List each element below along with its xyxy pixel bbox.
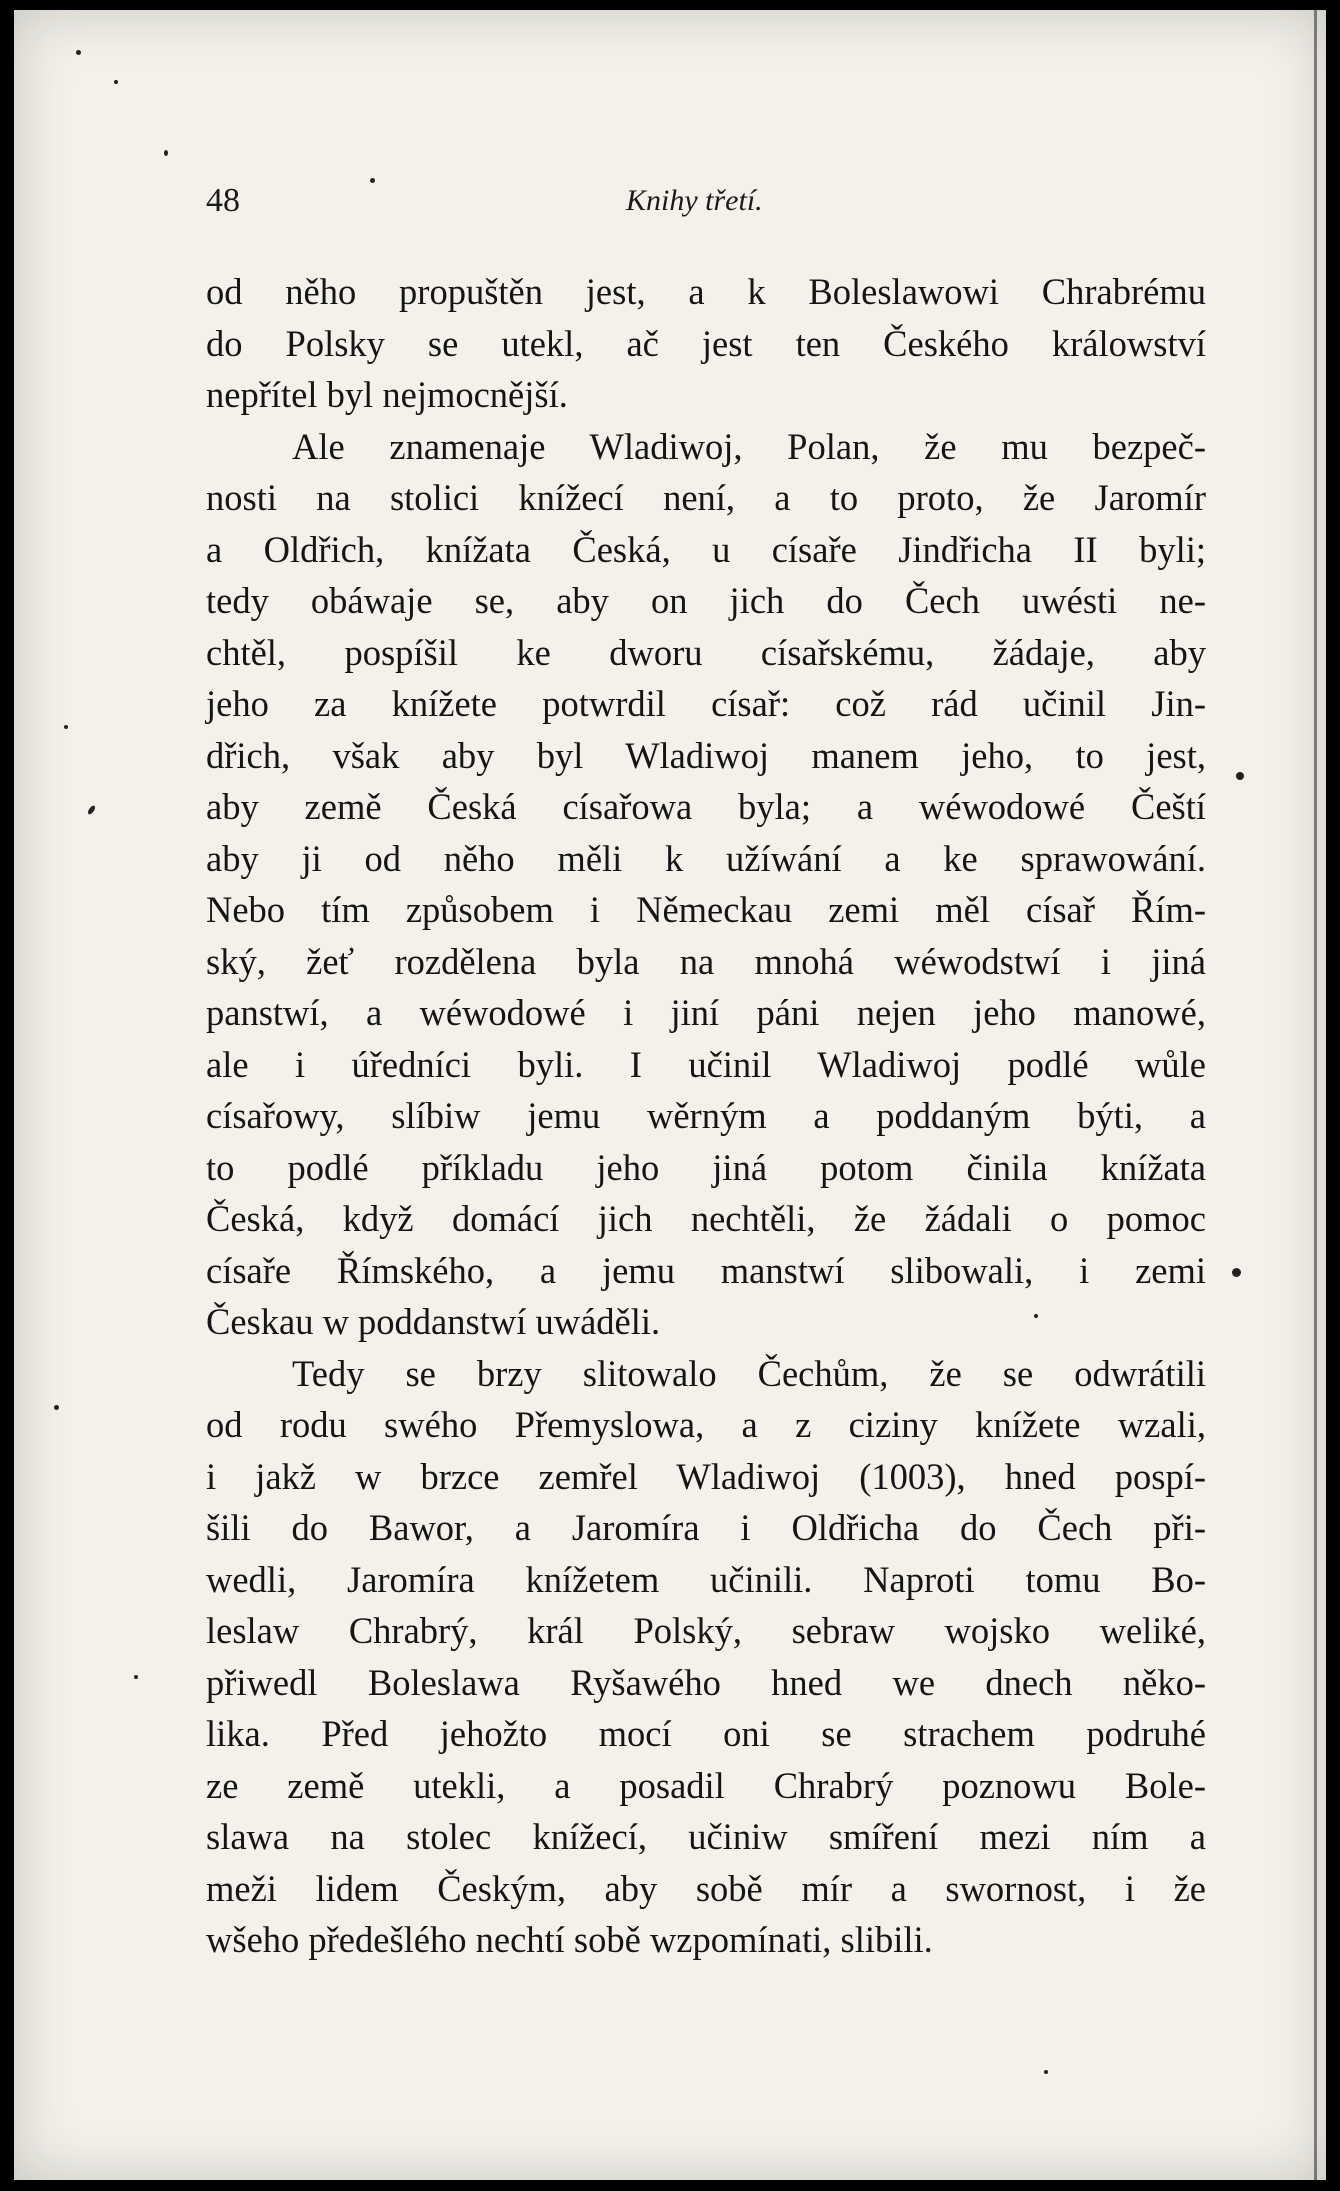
running-head: Knihy třetí.: [626, 184, 763, 217]
text-line: Česká, když domácí jich nechtěli, že žádali o pomoc: [206, 1198, 1206, 1239]
scan-speck: [114, 80, 118, 84]
text-line: nosti na stolici knížecí není, a to proto, že Jaromír: [206, 477, 1206, 518]
text-line: wedli, Jaromíra knížetem učinili. Naproti tomu Bo-: [206, 1558, 1206, 1600]
page-header: [206, 182, 1206, 232]
text-line: Českau w poddanstwí uwáděli.: [206, 1301, 661, 1342]
text-line: od něho propuštěn jest, a k Boleslawowi Chrabrému: [206, 271, 1206, 312]
scan-speck: [134, 1675, 138, 1679]
text-line: nepřítel byl nejmocnější.: [206, 374, 568, 415]
scan-speck: [87, 804, 97, 815]
text-line: císaře Římského, a jemu manstwí slibowali, i zemi: [206, 1249, 1206, 1291]
scan-speck: [1044, 2070, 1048, 2074]
text-line: i jakž w brzce zemřel Wladiwoj (1003), hned pospí-: [206, 1455, 1206, 1497]
scan-speck: [370, 178, 375, 183]
text-line: chtěl, pospíšil ke dworu císařskému, žádaje, aby: [206, 631, 1206, 673]
scan-speck: [1236, 772, 1244, 780]
scan-speck: [54, 1405, 59, 1410]
text-line: aby ji od něho měli k užíwání a ke sprawowání.: [206, 837, 1206, 879]
text-line: šili do Bawor, a Jaromíra i Oldřicha do Čech při-: [206, 1507, 1206, 1548]
book-page: [14, 10, 1326, 2180]
text-line: přiwedl Boleslawa Ryšawého hned we dnech něko-: [206, 1661, 1206, 1703]
text-line: leslaw Chrabrý, král Polský, sebraw wojsko weliké,: [206, 1610, 1206, 1651]
text-line: Ale znamenaje Wladiwoj, Polan, že mu bezpeč-: [292, 425, 1206, 467]
scan-speck: [1232, 1268, 1241, 1277]
text-line: ský, žeť rozdělena byla na mnohá wéwodstwí i jiná: [206, 940, 1206, 982]
scan-edge-mark: [1314, 10, 1317, 2180]
text-line: slawa na stolec knížecí, učiniw smíření mezi ním a: [206, 1816, 1206, 1857]
text-line: jeho za knížete potwrdil císař: což rád učinil Jin-: [206, 683, 1206, 724]
scan-speck: [164, 150, 168, 156]
text-line: meži lidem Českým, aby sobě mír a swornost, i že: [206, 1867, 1206, 1909]
text-line: Nebo tím způsobem i Německau zemi měl císař Řím-: [206, 889, 1206, 930]
body-text: [206, 266, 1206, 1966]
scan-speck: [1034, 1314, 1038, 1318]
text-line: Tedy se brzy slitowalo Čechům, že se odwrátili: [292, 1352, 1206, 1394]
text-line: panstwí, a wéwodowé i jiní páni nejen jeho manowé,: [206, 992, 1206, 1033]
text-line: císařowy, slíbiw jemu wěrným a poddaným býti, a: [206, 1095, 1206, 1136]
text-line: wšeho předešlého nechtí sobě wzpomínati, slibili.: [206, 1919, 933, 1960]
text-line: lika. Před jehožto mocí oni se strachem podruhé: [206, 1713, 1206, 1754]
text-line: aby země Česká císařowa byla; a wéwodowé Čeští: [206, 786, 1206, 827]
text-line: dřich, však aby byl Wladiwoj manem jeho, to jest,: [206, 734, 1206, 776]
page-number: 48: [206, 182, 240, 219]
text-line: tedy obáwaje se, aby on jich do Čech uwésti ne-: [206, 580, 1206, 621]
text-line: a Oldřich, knížata Česká, u císaře Jindřicha II byli;: [206, 528, 1206, 570]
text-line: od rodu swého Přemyslowa, a z ciziny knížete wzali,: [206, 1404, 1206, 1445]
scan-speck: [64, 725, 68, 729]
text-line: ale i úředníci byli. I učinil Wladiwoj podlé wůle: [206, 1043, 1206, 1085]
text-line: ze země utekli, a posadil Chrabrý poznowu Bole-: [206, 1764, 1206, 1806]
text-line: do Polsky se utekl, ač jest ten Českého králowství: [206, 322, 1206, 364]
scan-speck: [76, 50, 81, 55]
text-line: to podlé příkladu jeho jiná potom činila knížata: [206, 1146, 1206, 1188]
